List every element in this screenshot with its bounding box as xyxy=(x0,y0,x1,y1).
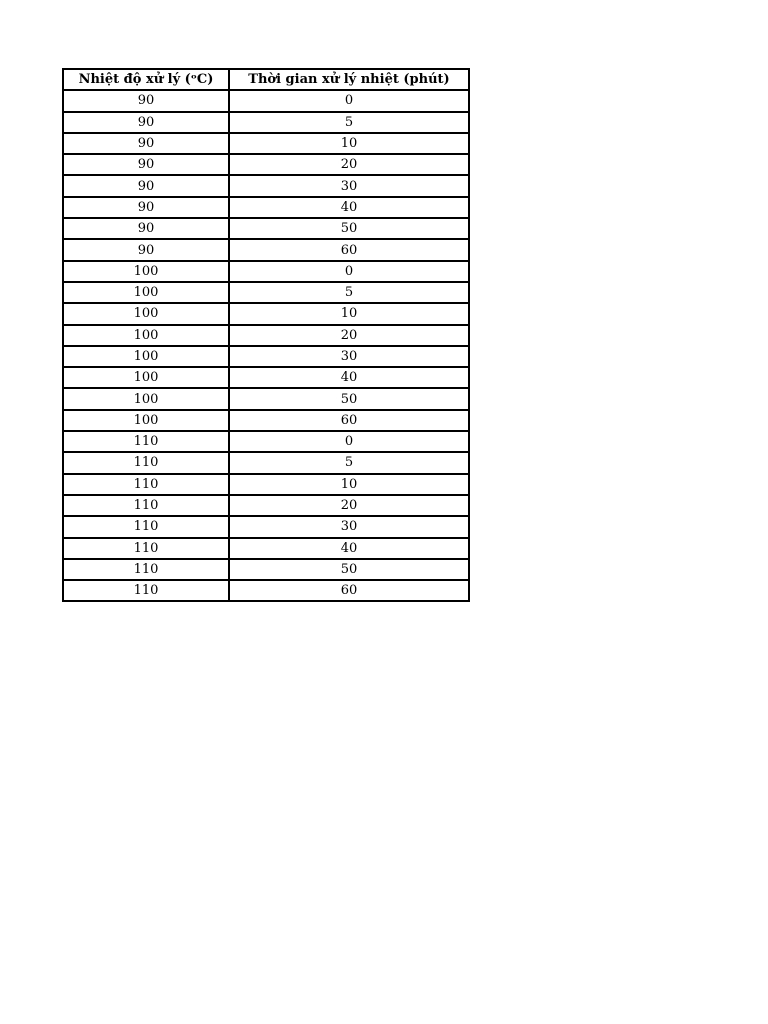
data-table xyxy=(62,68,470,602)
time-cell[interactable]: 30 xyxy=(229,346,469,367)
table-row xyxy=(63,282,469,303)
table-row xyxy=(63,474,469,495)
table-row xyxy=(63,112,469,133)
temperature-cell[interactable]: 110 xyxy=(63,516,229,537)
temperature-cell[interactable]: 100 xyxy=(63,410,229,431)
time-cell[interactable]: 20 xyxy=(229,325,469,346)
table-row xyxy=(63,452,469,473)
header-cell-temperature[interactable]: Nhiệt độ xử lý (ᵒC) xyxy=(63,69,229,90)
table-row xyxy=(63,431,469,452)
time-cell[interactable]: 60 xyxy=(229,239,469,260)
temperature-cell[interactable]: 100 xyxy=(63,303,229,324)
temperature-cell[interactable]: 90 xyxy=(63,112,229,133)
temperature-cell[interactable]: 110 xyxy=(63,431,229,452)
table-row xyxy=(63,559,469,580)
table-row xyxy=(63,346,469,367)
header-cell-time[interactable]: Thời gian xử lý nhiệt (phút) xyxy=(229,69,469,90)
time-cell[interactable]: 20 xyxy=(229,154,469,175)
table-row xyxy=(63,388,469,409)
temperature-cell[interactable]: 100 xyxy=(63,261,229,282)
temperature-cell[interactable]: 110 xyxy=(63,559,229,580)
table-row xyxy=(63,367,469,388)
table-row xyxy=(63,239,469,260)
table-row xyxy=(63,410,469,431)
table-row xyxy=(63,154,469,175)
time-cell[interactable]: 10 xyxy=(229,133,469,154)
temperature-cell[interactable]: 90 xyxy=(63,197,229,218)
time-cell[interactable]: 50 xyxy=(229,559,469,580)
time-cell[interactable]: 20 xyxy=(229,495,469,516)
temperature-cell[interactable]: 100 xyxy=(63,346,229,367)
table-row xyxy=(63,580,469,601)
table-header-row xyxy=(63,69,469,90)
time-cell[interactable]: 50 xyxy=(229,388,469,409)
table-row xyxy=(63,303,469,324)
time-cell[interactable]: 5 xyxy=(229,112,469,133)
time-cell[interactable]: 30 xyxy=(229,516,469,537)
table-row xyxy=(63,261,469,282)
temperature-cell[interactable]: 110 xyxy=(63,538,229,559)
table-row xyxy=(63,516,469,537)
time-cell[interactable]: 60 xyxy=(229,410,469,431)
time-cell[interactable]: 10 xyxy=(229,474,469,495)
table-body xyxy=(63,90,469,601)
temperature-cell[interactable]: 100 xyxy=(63,325,229,346)
temperature-cell[interactable]: 90 xyxy=(63,175,229,196)
time-cell[interactable]: 5 xyxy=(229,282,469,303)
time-cell[interactable]: 0 xyxy=(229,90,469,111)
temperature-cell[interactable]: 100 xyxy=(63,282,229,303)
time-cell[interactable]: 0 xyxy=(229,261,469,282)
temperature-cell[interactable]: 110 xyxy=(63,495,229,516)
table-row xyxy=(63,495,469,516)
temperature-cell[interactable]: 90 xyxy=(63,90,229,111)
table-row xyxy=(63,325,469,346)
table-row xyxy=(63,175,469,196)
time-cell[interactable]: 5 xyxy=(229,452,469,473)
temperature-cell[interactable]: 90 xyxy=(63,218,229,239)
temperature-cell[interactable]: 110 xyxy=(63,452,229,473)
temperature-cell[interactable]: 100 xyxy=(63,367,229,388)
temperature-cell[interactable]: 90 xyxy=(63,133,229,154)
temperature-cell[interactable]: 100 xyxy=(63,388,229,409)
table-row xyxy=(63,538,469,559)
time-cell[interactable]: 40 xyxy=(229,538,469,559)
time-cell[interactable]: 30 xyxy=(229,175,469,196)
time-cell[interactable]: 60 xyxy=(229,580,469,601)
table-row xyxy=(63,133,469,154)
table-row xyxy=(63,90,469,111)
time-cell[interactable]: 40 xyxy=(229,367,469,388)
temperature-cell[interactable]: 110 xyxy=(63,580,229,601)
spreadsheet-area xyxy=(62,68,468,602)
table-row xyxy=(63,218,469,239)
table-row xyxy=(63,197,469,218)
time-cell[interactable]: 50 xyxy=(229,218,469,239)
temperature-cell[interactable]: 90 xyxy=(63,239,229,260)
time-cell[interactable]: 40 xyxy=(229,197,469,218)
time-cell[interactable]: 10 xyxy=(229,303,469,324)
temperature-cell[interactable]: 90 xyxy=(63,154,229,175)
time-cell[interactable]: 0 xyxy=(229,431,469,452)
temperature-cell[interactable]: 110 xyxy=(63,474,229,495)
